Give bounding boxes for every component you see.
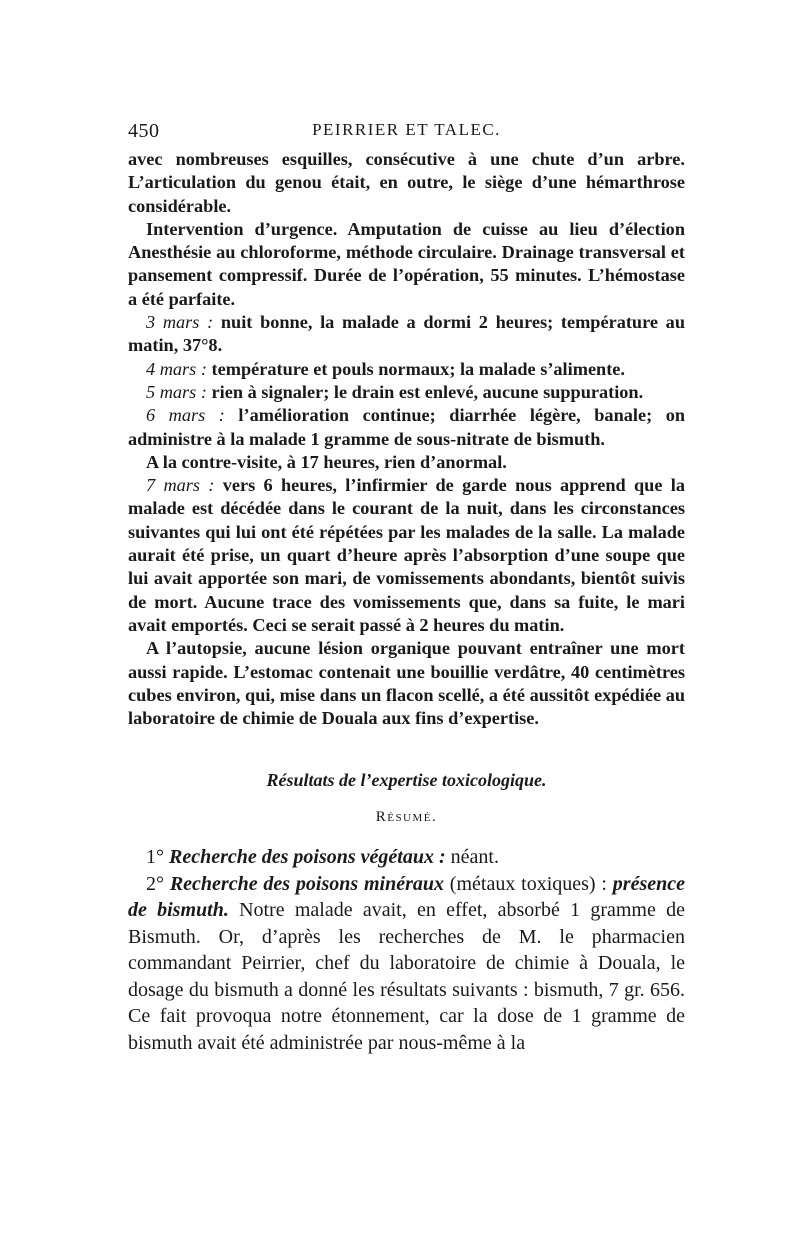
running-title: PEIRRIER ET TALEC. bbox=[312, 120, 501, 139]
paragraph-2: Intervention d’urgence. Amputation de cuisse au lieu d’élection Anesthésie au chloroforme, méthode circulaire. Drainage transversal et pansement compressif. Durée de l’opération, 55 minutes. L’hémostase a été parfaite. bbox=[128, 218, 685, 309]
section-title: Résultats de l’expertise toxicologique. bbox=[266, 770, 547, 791]
date-lead: 3 mars : bbox=[146, 312, 214, 333]
date-lead: 4 mars : bbox=[146, 358, 207, 379]
case-report bbox=[128, 148, 685, 730]
result-2: 2° Recherche des poisons minéraux (métaux toxiques) : présence de bismuth. Notre malade avait, en effet, absorbé 1 gramme de Bismuth. Or, d’après les recherches de M. le pharmacien commandant Peirrier, chef du laboratoire de chimie à Douala, le dosage du bismuth a donné les résultats suivants : bismuth, 7 gr. 656. Ce fait provoqua notre étonnement, car la dose de 1 gramme de bismuth avait été administrée par nous-même à la bbox=[128, 872, 685, 1054]
result-1: 1° Recherche des poisons végétaux : néant. bbox=[146, 846, 499, 869]
date-lead: 7 mars : bbox=[146, 475, 215, 496]
result-lead: Recherche des poisons minéraux bbox=[169, 872, 444, 895]
paragraph-4: 4 mars : température et pouls normaux; la malade s’alimente. bbox=[146, 358, 625, 379]
running-header bbox=[128, 112, 685, 148]
paragraph-6: 6 mars : l’amélioration continue; diarrhée légère, banale; on administre à la malade 1 gramme de sous-nitrate de bismuth. bbox=[128, 405, 685, 449]
document-page bbox=[128, 112, 685, 1056]
paragraph-3: 3 mars : nuit bonne, la malade a dormi 2 heures; température au matin, 37°8. bbox=[128, 312, 685, 356]
paragraph-7: A la contre-visite, à 17 heures, rien d’anormal. bbox=[146, 451, 507, 472]
results-section bbox=[128, 844, 685, 1056]
paragraph-5: 5 mars : rien à signaler; le drain est enlevé, aucune suppuration. bbox=[146, 381, 644, 402]
date-lead: 6 mars : bbox=[146, 405, 225, 426]
resume-heading: Résumé. bbox=[375, 809, 438, 826]
date-lead: 5 mars : bbox=[146, 381, 207, 402]
paragraph-1: avec nombreuses esquilles, consécutive à une chute d’un arbre. L’articulation du genou était, en outre, le siège d’une hémarthrose considérable. bbox=[128, 149, 685, 216]
paragraph-8: 7 mars : vers 6 heures, l’infirmier de garde nous apprend que la malade est décédée dans le courant de la nuit, dans les circonstances suivantes qui lui ont été répétées par les malades de la salle. La malade aurait été prise, un quart d’heure après l’absorption d’une soupe que lui avait apportée son mari, de vomissements abondants, bientôt suivis de mort. Aucune trace des vomissements que, dans sa fuite, le mari avait emportés. Ceci se serait passé à 2 heures du matin. bbox=[128, 475, 685, 635]
page-number: 450 bbox=[128, 120, 160, 142]
result-emphasis: présence de bismuth. bbox=[128, 872, 685, 922]
result-lead: Recherche des poisons végétaux : bbox=[169, 846, 446, 869]
paragraph-9: A l’autopsie, aucune lésion organique pouvant entraîner une mort aussi rapide. L’estomac contenait une bouillie verdâtre, 40 centimètres cubes environ, qui, mise dans un flacon scellé, a été aussitôt expédiée au laboratoire de chimie de Douala aux fins d’expertise. bbox=[128, 638, 685, 729]
